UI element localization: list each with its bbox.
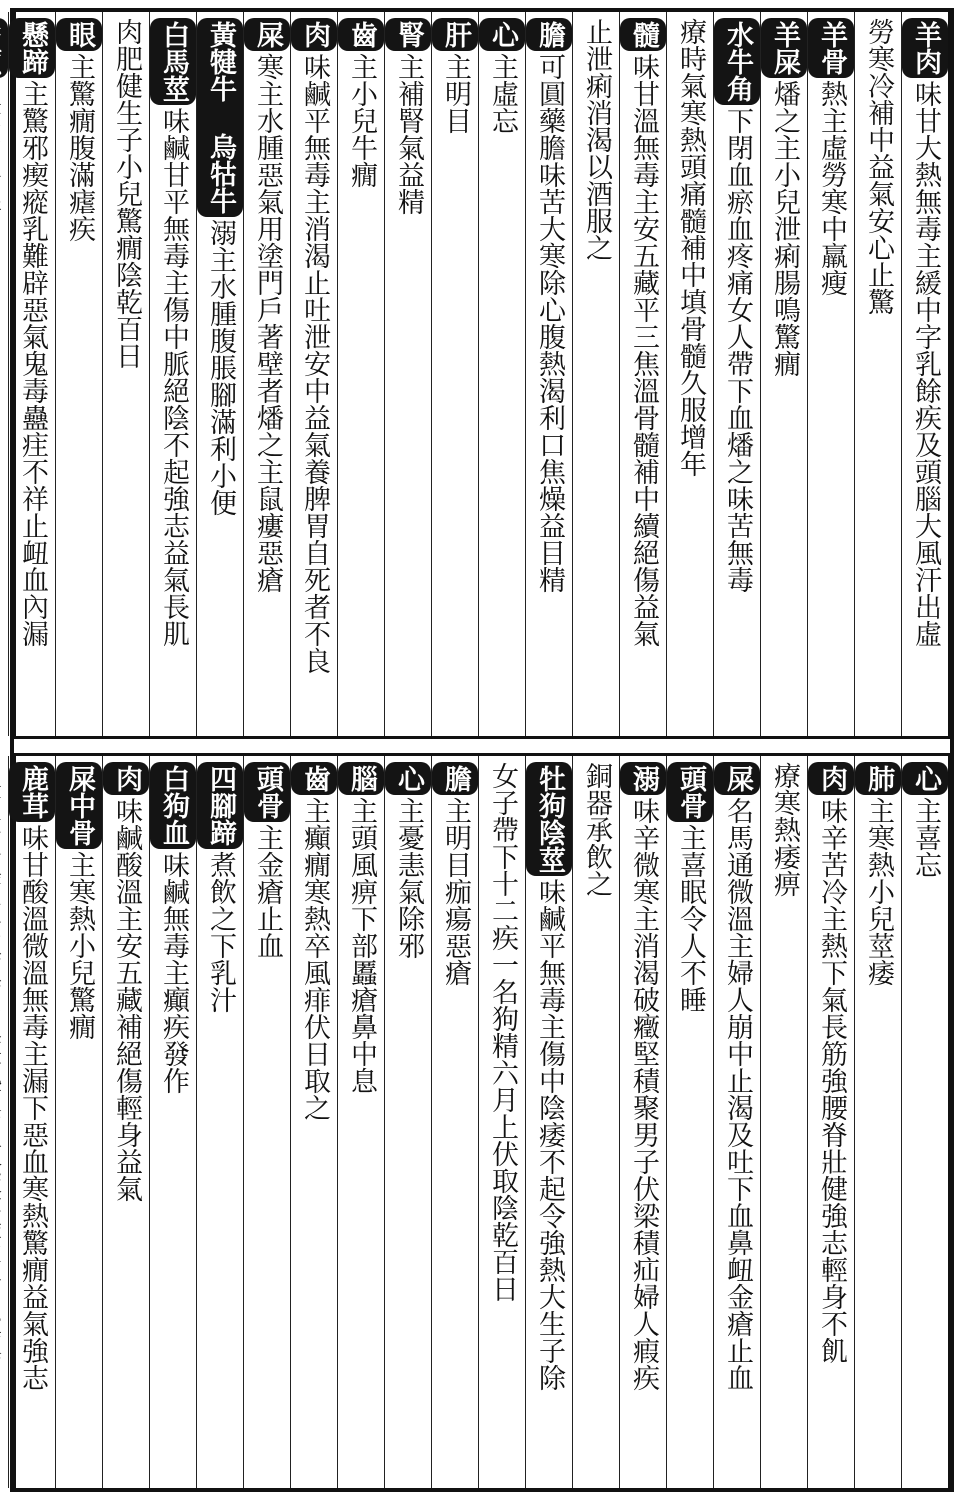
entry-heading: 腎 [385, 18, 431, 51]
text-column [0, 12, 8, 736]
entry-text: 燔之主小兒泄痢腸鳴驚癇 [769, 80, 800, 377]
register-divider [14, 736, 950, 756]
entry-text: 主虛忘 [487, 53, 518, 134]
entry-heading: 羊肉 [902, 18, 948, 78]
entry-heading: 鹿茸 [9, 762, 55, 822]
text-column [149, 756, 196, 1488]
entry-text: 主喜眠令人不睡 [675, 824, 706, 1013]
text-column [619, 12, 666, 736]
entry-text: 煮飲之下乳汁 [205, 851, 236, 1013]
text-column [525, 756, 572, 1488]
upper-register [14, 12, 950, 736]
text-column [619, 756, 666, 1488]
entry-text: 主寒熱小兒驚癇 [64, 851, 95, 1040]
entry-heading: 腦 [338, 762, 384, 795]
entry-text: 止泄痢消渴以酒服之 [581, 18, 612, 261]
entry-heading: 膽 [432, 762, 478, 795]
text-column [243, 12, 290, 736]
upper-columns [16, 12, 948, 736]
entry-heading: 肺 [855, 762, 901, 795]
text-column [243, 756, 290, 1488]
entry-text: 勞寒冷補中益氣安心止驚 [863, 18, 894, 315]
entry-text: 寒主水腫惡氣用塗門戶著壁者燔之主鼠瘻惡瘡 [252, 53, 283, 593]
lower-columns [16, 756, 948, 1488]
text-column [337, 756, 384, 1488]
entry-text: 銅器承飲之 [581, 762, 612, 897]
entry-heading: 頭骨 [667, 762, 713, 822]
text-column [431, 12, 478, 736]
entry-text: 溺主水腫腹脹腳滿利小便 [205, 219, 236, 516]
text-column [55, 12, 102, 736]
text-column [149, 12, 196, 736]
text-column [666, 756, 713, 1488]
text-column [760, 12, 807, 736]
entry-heading: 黃犍牛 烏牯牛 [197, 18, 243, 217]
entry-text: 熱主虛勞寒中羸瘦 [816, 80, 847, 296]
entry-text: 主補腎氣益精 [393, 53, 424, 215]
entry-text: 味鹹酸溫主安五藏補絕傷輕身益氣 [111, 797, 142, 1202]
entry-heading: 屎 [244, 18, 290, 51]
entry-text: 主明目 [440, 53, 471, 134]
entry-text: 味鹹甘平無毒主傷中脈絕陰不起強志益氣長肌 [158, 107, 189, 647]
entry-heading: 溺 [620, 762, 666, 795]
entry-text: 療寒熱痿痹 [769, 762, 800, 897]
entry-text: 主驚癇腹滿瘧疾 [64, 53, 95, 242]
entry-heading: 心 [902, 762, 948, 795]
entry-heading: 膽 [526, 18, 572, 51]
text-column [807, 12, 854, 736]
text-column [8, 12, 55, 736]
text-column [713, 756, 760, 1488]
text-column [8, 756, 55, 1488]
text-column [478, 756, 525, 1488]
entry-text: 名馬通微溫主婦人崩中止渴及吐下血鼻衄金瘡止血 [722, 797, 753, 1391]
entry-heading: 齒 [338, 18, 384, 51]
text-column [384, 756, 431, 1488]
text-column [478, 12, 525, 736]
entry-heading: 懸蹄 [9, 18, 55, 78]
entry-text: 味辛微寒主消渴破癥堅積聚男子伏梁積疝婦人瘕疾 [628, 797, 659, 1391]
entry-text: 下閉血瘀血疼痛女人帶下血燔之味苦無毒 [722, 107, 753, 593]
entry-heading: 羊骨 [808, 18, 854, 78]
entry-heading: 白馬莖 [150, 18, 196, 105]
entry-heading [0, 18, 8, 78]
text-column [807, 756, 854, 1488]
entry-text: 女子帶下十二疾一名狗精六月上伏取陰乾百日 [487, 762, 518, 1302]
entry-heading: 牡狗陰莖 [526, 762, 572, 876]
entry-heading: 頭骨 [244, 762, 290, 822]
entry-heading: 水牛角 [714, 18, 760, 105]
text-column [854, 12, 901, 736]
entry-text: 主癲癇寒熱卒風痱伏日取之 [299, 797, 330, 1121]
entry-heading: 四腳蹄 [197, 762, 243, 849]
entry-heading: 肉 [808, 762, 854, 795]
entry-heading: 屎 [714, 762, 760, 795]
text-column [901, 12, 948, 736]
text-column [102, 12, 149, 736]
text-column [572, 12, 619, 736]
text-column [196, 12, 243, 736]
text-column [525, 12, 572, 736]
entry-text: 主小兒牛癇 [346, 53, 377, 188]
entry-heading: 心 [479, 18, 525, 51]
entry-text: 味甘大熱無毒主緩中字乳餘疾及頭腦大風汗出虛 [910, 80, 941, 647]
entry-heading: 心 [385, 762, 431, 795]
text-column [713, 12, 760, 736]
entry-text: 可圓藥膽味苦大寒除心腹熱渴利口焦燥益目精 [534, 53, 565, 593]
entry-text: 主明目痂瘍惡瘡 [440, 797, 471, 986]
entry-text: 味鹹平無毒主傷中陰痿不起令強熱大生子除 [534, 878, 565, 1391]
entry-text: 味甘酸溫微溫無毒主漏下惡血寒熱驚癇益氣強志 [17, 824, 48, 1391]
lower-register [14, 756, 950, 1488]
entry-heading: 肉 [103, 762, 149, 795]
text-column [760, 756, 807, 1488]
text-column [196, 756, 243, 1488]
entry-text: 味辛苦冷主熱下氣長筋強腰脊壯健強志輕身不飢 [816, 797, 847, 1364]
entry-text: 主驚邪瘈瘲乳難辟惡氣鬼毒蠱疰不祥止衄血內漏 [17, 80, 48, 647]
entry-text: 主金瘡止血 [252, 824, 283, 959]
entry-heading: 肝 [432, 18, 478, 51]
entry-heading: 齒 [291, 762, 337, 795]
entry-text: 肉肥健生子小兒驚癇陰乾百日 [111, 18, 142, 369]
entry-text: 味鹹無毒主癲疾發作 [158, 851, 189, 1094]
text-column [901, 756, 948, 1488]
entry-text: 主頭風痹下部䘌瘡鼻中息 [346, 797, 377, 1094]
entry-heading: 羊屎 [761, 18, 807, 78]
text-column [0, 756, 8, 1488]
text-column [854, 756, 901, 1488]
entry-text: 味鹹平無毒主消渴止吐泄安中益氣養脾胃自死者不良 [299, 53, 330, 674]
entry-text: 主喜忘 [910, 797, 941, 878]
text-column [666, 12, 713, 736]
text-column [572, 756, 619, 1488]
entry-text: 療時氣寒熱頭痛髓補中填骨髓久服增年 [675, 18, 706, 477]
entry-text: 味甘溫無毒主安五藏平三焦溫骨髓補中續絕傷益氣 [628, 53, 659, 647]
entry-text: 主寒熱小兒莖痿 [863, 797, 894, 986]
text-column [55, 756, 102, 1488]
text-column [102, 756, 149, 1488]
entry-heading: 屎中骨 [56, 762, 102, 849]
text-column [290, 12, 337, 736]
entry-text [0, 80, 1, 215]
entry-heading: 髓 [620, 18, 666, 51]
text-column [290, 756, 337, 1488]
text-column [337, 12, 384, 736]
text-column [431, 756, 478, 1488]
entry-heading: 眼 [56, 18, 102, 51]
text-column [384, 12, 431, 736]
entry-text: 主憂恚氣除邪 [393, 797, 424, 959]
entry-text [0, 762, 1, 1383]
entry-heading: 肉 [291, 18, 337, 51]
entry-heading: 白狗血 [150, 762, 196, 849]
